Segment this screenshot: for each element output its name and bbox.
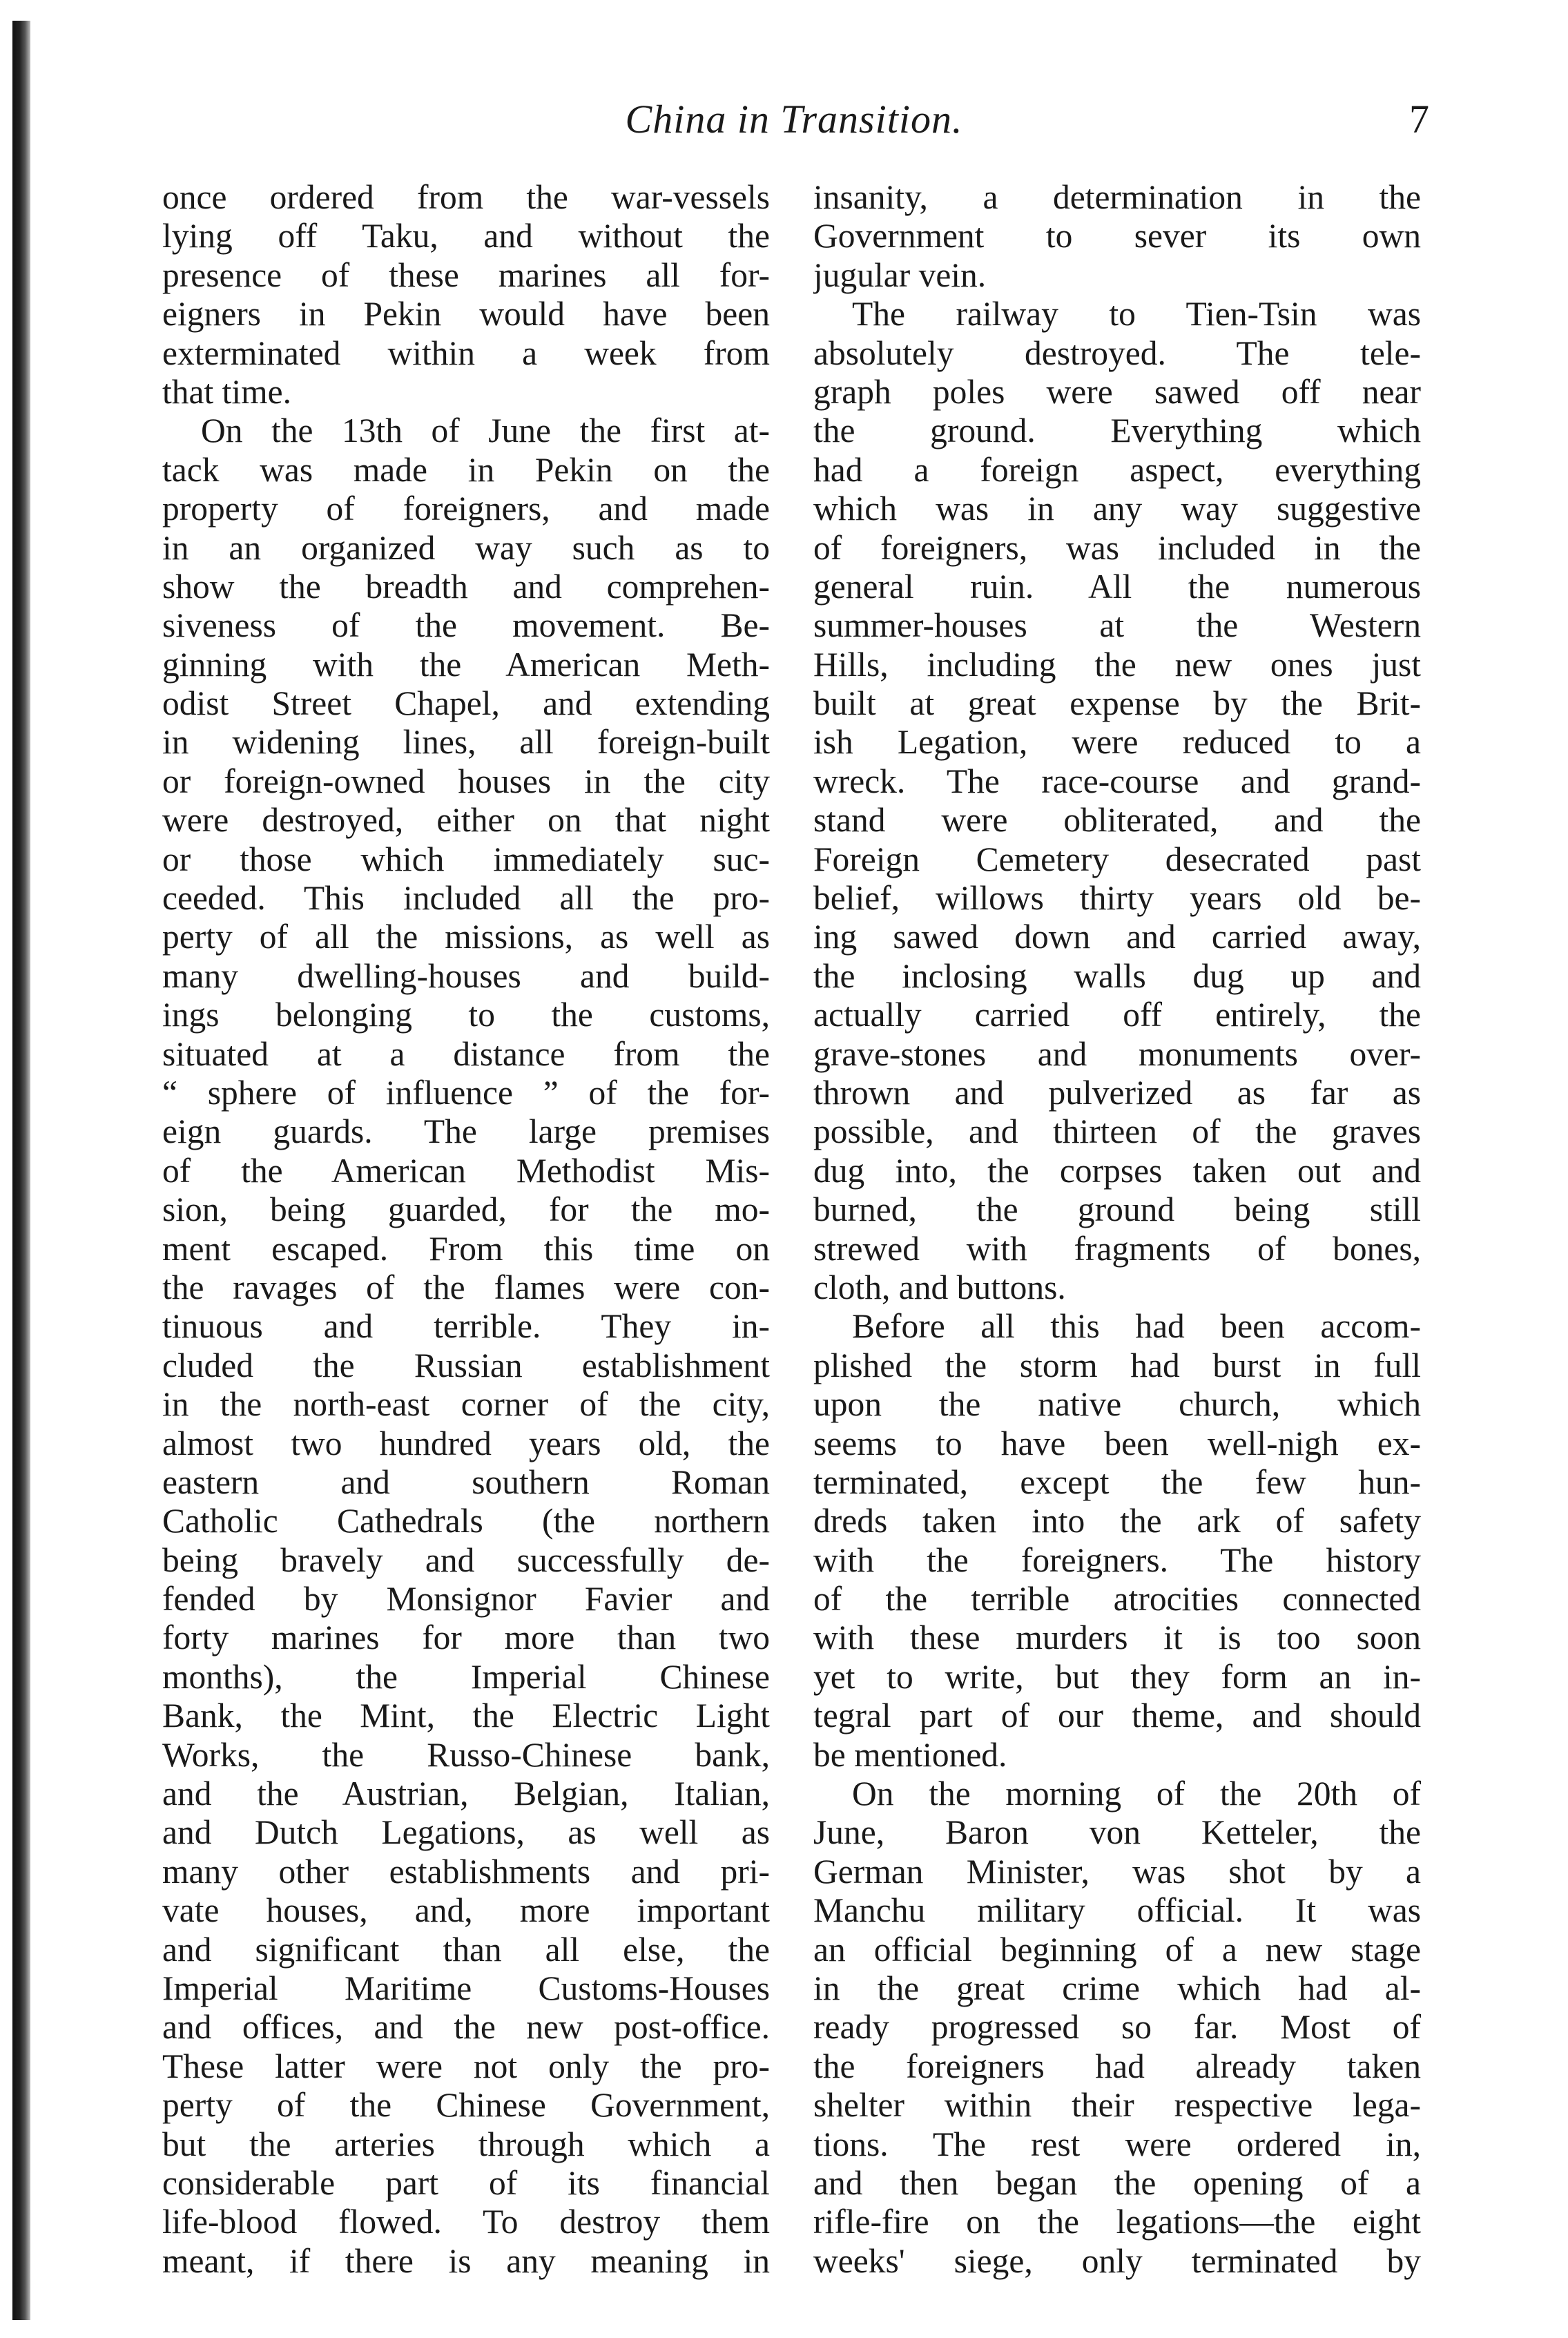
text-line: yet to write, but they form an in- bbox=[813, 1657, 1421, 1696]
text-line: many other establishments and pri- bbox=[162, 1852, 770, 1891]
text-line: an official beginning of a new stage bbox=[813, 1930, 1421, 1969]
text-line: show the breadth and comprehen- bbox=[162, 567, 770, 606]
text-line: These latter were not only the pro- bbox=[162, 2047, 770, 2085]
text-line: siveness of the movement. Be- bbox=[162, 606, 770, 645]
text-line: jugular vein. bbox=[813, 255, 987, 294]
text-line: with these murders it is too soon bbox=[813, 1619, 1421, 1657]
running-title: China in Transition. bbox=[625, 97, 963, 142]
text-line: stand were obliterated, and the bbox=[813, 801, 1421, 840]
text-line: life-blood flowed. To destroy them bbox=[162, 2203, 770, 2241]
text-line: or those which immediately suc- bbox=[162, 840, 770, 878]
text-line: situated at a distance from the bbox=[162, 1034, 770, 1073]
text-line: insanity, a determination in the bbox=[813, 178, 1421, 216]
text-line: belief, willows thirty years old be- bbox=[813, 879, 1421, 918]
text-line: property of foreigners, and made bbox=[162, 490, 770, 528]
text-line: odist Street Chapel, and extending bbox=[162, 684, 770, 723]
text-line: with the foreigners. The history bbox=[813, 1540, 1421, 1579]
text-line: many dwelling-houses and build- bbox=[162, 956, 770, 995]
text-line: sion, being guarded, for the mo- bbox=[162, 1190, 770, 1229]
text-line: On the morning of the 20th of bbox=[852, 1775, 1421, 1813]
text-line: Manchu military official. It was bbox=[813, 1891, 1421, 1930]
text-line: eigners in Pekin would have been bbox=[162, 295, 770, 334]
text-line: ings belonging to the customs, bbox=[162, 996, 770, 1034]
text-line: ment escaped. From this time on bbox=[162, 1229, 770, 1268]
page-binding-edge bbox=[12, 21, 30, 2320]
text-line: dreds taken into the ark of safety bbox=[813, 1502, 1421, 1540]
text-line: tions. The rest were ordered in, bbox=[813, 2125, 1421, 2163]
text-line: months), the Imperial Chinese bbox=[162, 1657, 770, 1696]
text-line: presence of these marines all for- bbox=[162, 255, 770, 294]
text-line: rifle-fire on the legations—the eight bbox=[813, 2203, 1421, 2241]
text-line: eign guards. The large premises bbox=[162, 1112, 770, 1151]
text-line: ish Legation, were reduced to a bbox=[813, 723, 1421, 762]
text-line: dug into, the corpses taken out and bbox=[813, 1151, 1421, 1190]
text-line: cluded the Russian establishment bbox=[162, 1346, 770, 1384]
text-line: built at great expense by the Brit- bbox=[813, 684, 1421, 723]
text-line: and then began the opening of a bbox=[813, 2163, 1421, 2202]
text-line: in an organized way such as to bbox=[162, 528, 770, 567]
text-line: tinuous and terrible. They in- bbox=[162, 1307, 770, 1346]
text-line: considerable part of its financial bbox=[162, 2163, 770, 2202]
text-line: were destroyed, either on that night bbox=[162, 801, 770, 840]
text-line: Hills, including the new ones just bbox=[813, 645, 1421, 684]
text-line: shelter within their respective lega- bbox=[813, 2086, 1421, 2125]
text-line: the ground. Everything which bbox=[813, 412, 1421, 450]
text-line: graph poles were sawed off near bbox=[813, 372, 1421, 411]
text-line: On the 13th of June the first at- bbox=[201, 412, 770, 450]
text-line: and Dutch Legations, as well as bbox=[162, 1813, 770, 1852]
text-line: “ sphere of influence ” of the for- bbox=[162, 1073, 770, 1112]
text-line: burned, the ground being still bbox=[813, 1190, 1421, 1229]
text-line: possible, and thirteen of the graves bbox=[813, 1112, 1421, 1151]
text-line: German Minister, was shot by a bbox=[813, 1852, 1421, 1891]
text-line: summer-houses at the Western bbox=[813, 606, 1421, 645]
text-line: had a foreign aspect, everything bbox=[813, 450, 1421, 489]
text-line: actually carried off entirely, the bbox=[813, 996, 1421, 1034]
text-line: strewed with fragments of bones, bbox=[813, 1229, 1421, 1268]
text-line: exterminated within a week from bbox=[162, 334, 770, 372]
right-column bbox=[813, 178, 1421, 2281]
text-line: the ravages of the flames were con- bbox=[162, 1268, 770, 1306]
running-head bbox=[159, 88, 1429, 151]
text-line: fended by Monsignor Favier and bbox=[162, 1580, 770, 1619]
text-line: seems to have been well-nigh ex- bbox=[813, 1424, 1421, 1462]
text-line: and offices, and the new post-office. bbox=[162, 2008, 770, 2047]
text-line: Before all this had been accom- bbox=[852, 1307, 1421, 1346]
text-line: of the American Methodist Mis- bbox=[162, 1151, 770, 1190]
text-line: in the north-east corner of the city, bbox=[162, 1385, 770, 1424]
text-line: The railway to Tien-Tsin was bbox=[852, 295, 1421, 334]
text-line: once ordered from the war-vessels bbox=[162, 178, 770, 216]
text-line: in widening lines, all foreign-built bbox=[162, 723, 770, 762]
page-number: 7 bbox=[1409, 97, 1429, 142]
text-line: meant, if there is any meaning in bbox=[162, 2241, 770, 2280]
text-line: or foreign-owned houses in the city bbox=[162, 762, 770, 800]
text-line: and the Austrian, Belgian, Italian, bbox=[162, 1775, 770, 1813]
text-line: Catholic Cathedrals (the northern bbox=[162, 1502, 770, 1540]
text-line: grave-stones and monuments over- bbox=[813, 1034, 1421, 1073]
text-line: weeks' siege, only terminated by bbox=[813, 2241, 1421, 2280]
text-line: June, Baron von Ketteler, the bbox=[813, 1813, 1421, 1852]
text-line: be mentioned. bbox=[813, 1735, 1007, 1774]
text-line: Bank, the Mint, the Electric Light bbox=[162, 1697, 770, 1735]
text-line: vate houses, and, more important bbox=[162, 1891, 770, 1930]
text-line: which was in any way suggestive bbox=[813, 490, 1421, 528]
text-line: cloth, and buttons. bbox=[813, 1268, 1066, 1306]
text-line: tegral part of our theme, and should bbox=[813, 1697, 1421, 1735]
text-line: Works, the Russo-Chinese bank, bbox=[162, 1735, 770, 1774]
text-line: of foreigners, was included in the bbox=[813, 528, 1421, 567]
text-line: almost two hundred years old, the bbox=[162, 1424, 770, 1462]
text-line: absolutely destroyed. The tele- bbox=[813, 334, 1421, 372]
text-line: that time. bbox=[162, 372, 291, 411]
text-line: eastern and southern Roman bbox=[162, 1462, 770, 1501]
text-line: in the great crime which had al- bbox=[813, 1969, 1421, 2007]
text-line: general ruin. All the numerous bbox=[813, 567, 1421, 606]
text-line: ginning with the American Meth- bbox=[162, 645, 770, 684]
text-line: thrown and pulverized as far as bbox=[813, 1073, 1421, 1112]
text-line: but the arteries through which a bbox=[162, 2125, 770, 2163]
text-line: perty of all the missions, as well as bbox=[162, 918, 770, 956]
text-line: the foreigners had already taken bbox=[813, 2047, 1421, 2085]
text-line: being bravely and successfully de- bbox=[162, 1540, 770, 1579]
text-line: the inclosing walls dug up and bbox=[813, 956, 1421, 995]
text-line: Imperial Maritime Customs-Houses bbox=[162, 1969, 770, 2007]
text-line: ready progressed so far. Most of bbox=[813, 2008, 1421, 2047]
text-line: lying off Taku, and without the bbox=[162, 217, 770, 255]
left-column bbox=[162, 178, 770, 2281]
text-line: tack was made in Pekin on the bbox=[162, 450, 770, 489]
text-line: and significant than all else, the bbox=[162, 1930, 770, 1969]
text-line: Foreign Cemetery desecrated past bbox=[813, 840, 1421, 878]
text-line: Government to sever its own bbox=[813, 217, 1421, 255]
text-line: ing sawed down and carried away, bbox=[813, 918, 1421, 956]
text-line: ceeded. This included all the pro- bbox=[162, 879, 770, 918]
text-line: of the terrible atrocities connected bbox=[813, 1580, 1421, 1619]
text-line: upon the native church, which bbox=[813, 1385, 1421, 1424]
text-line: plished the storm had burst in full bbox=[813, 1346, 1421, 1384]
text-line: perty of the Chinese Government, bbox=[162, 2086, 770, 2125]
text-line: wreck. The race-course and grand- bbox=[813, 762, 1421, 800]
text-line: terminated, except the few hun- bbox=[813, 1462, 1421, 1501]
text-line: forty marines for more than two bbox=[162, 1619, 770, 1657]
